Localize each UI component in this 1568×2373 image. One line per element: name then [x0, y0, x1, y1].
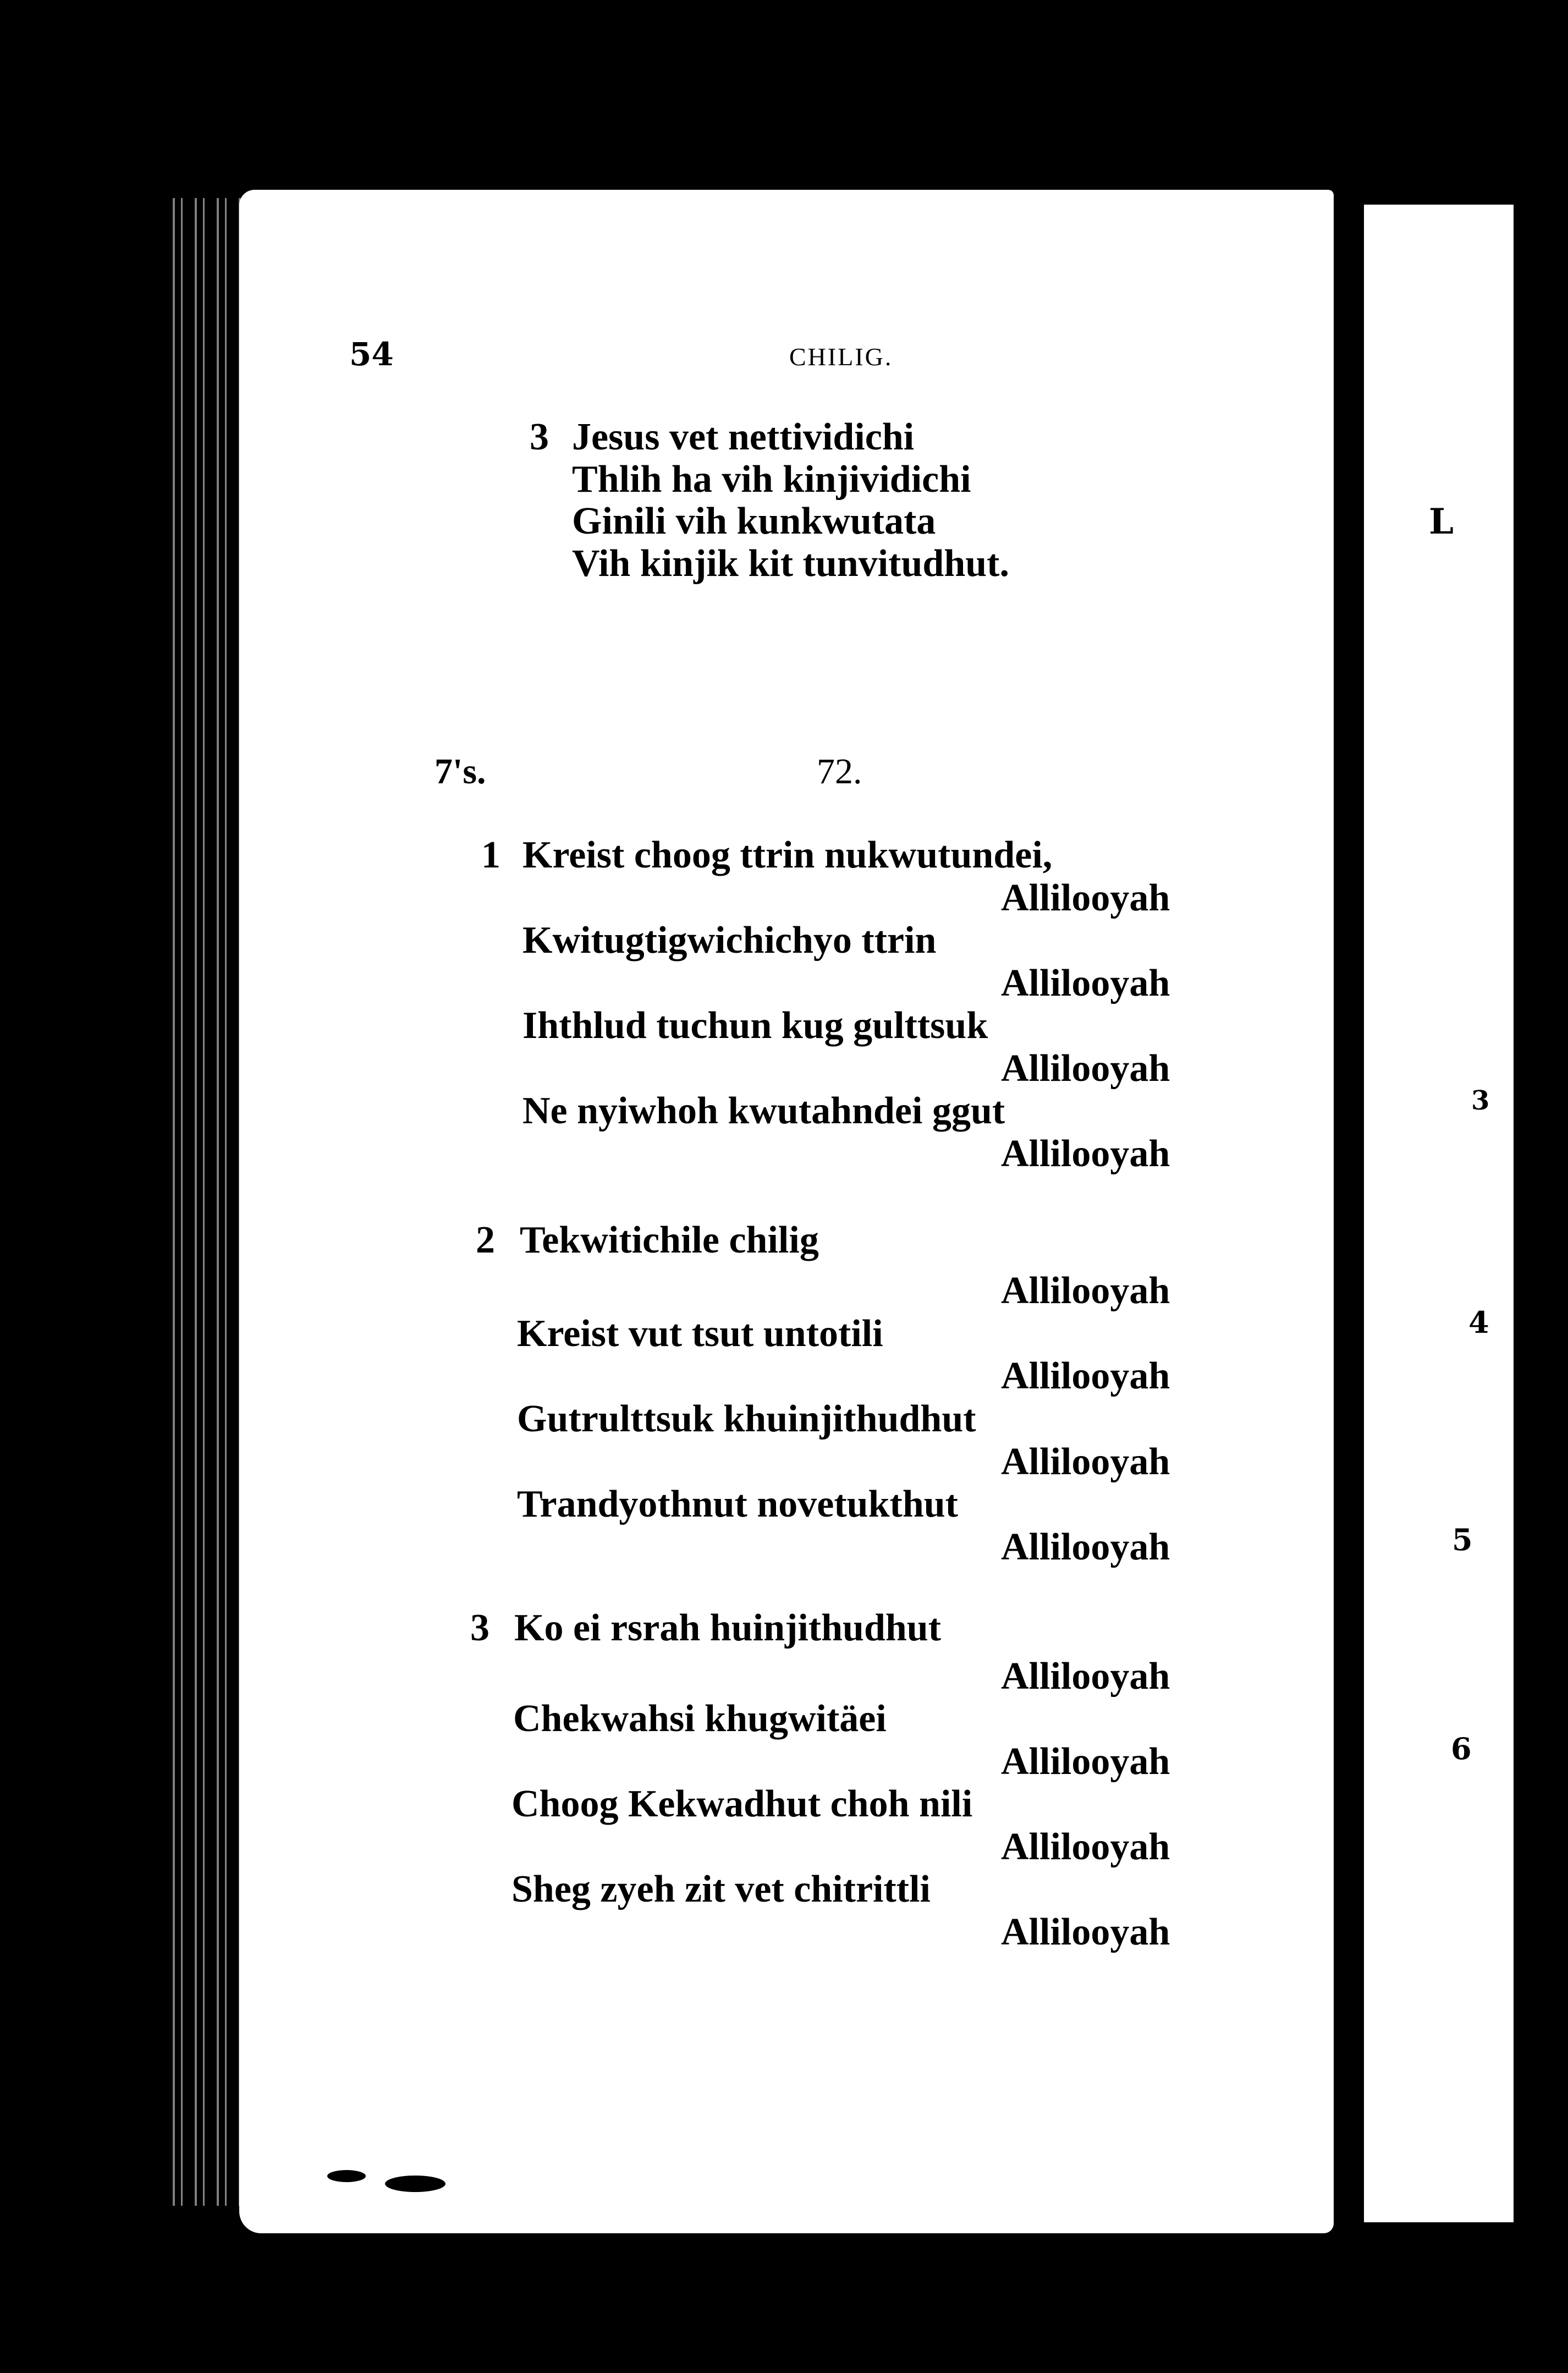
refrain-line: Allilooyah [1001, 1911, 1170, 1953]
adjacent-page-fragment: 6 [1451, 1731, 1472, 1766]
page-number: 54 [349, 336, 394, 373]
verse-line: Ginili vih kunkwutata [572, 500, 936, 542]
verse-line: Kreist choog ttrin nukwutundei, [522, 834, 1053, 876]
verse-line: Vih kinjik kit tunvitudhut. [572, 542, 1009, 585]
verse-number: 3 [470, 1607, 489, 1649]
refrain-line: Allilooyah [1001, 1826, 1170, 1868]
refrain-line: Allilooyah [1001, 877, 1170, 919]
verse-line: Tekwitichile chilig [520, 1219, 819, 1261]
adjacent-page-fragment: 3 [1471, 1085, 1490, 1116]
verse-line: Ko ei rsrah huinjithudhut [514, 1607, 942, 1649]
ink-smudge [327, 2170, 366, 2182]
book-page [239, 190, 1334, 2233]
verse-line: Trandyothnut novetukthut [517, 1483, 958, 1525]
book-spine-edge [168, 198, 245, 2206]
verse-line: Chekwahsi khugwitäei [513, 1698, 887, 1740]
verse-number: 1 [481, 834, 500, 876]
refrain-line: Allilooyah [1001, 962, 1170, 1004]
adjacent-page-fragment: 4 [1468, 1305, 1489, 1340]
verse-line: Ne nyiwhoh kwutahndei ggut [522, 1090, 1005, 1132]
verse-number: 2 [476, 1219, 495, 1261]
verse-line: Thlih ha vih kinjividichi [572, 458, 971, 501]
hymn-number: 72. [817, 751, 862, 792]
refrain-line: Allilooyah [1001, 1655, 1170, 1698]
hymn-meter: 7's. [434, 751, 486, 792]
adjacent-page-fragment: L [1429, 501, 1454, 542]
adjacent-page-fragment: 5 [1452, 1522, 1473, 1557]
running-head: CHILIG. [789, 343, 893, 371]
refrain-line: Allilooyah [1001, 1740, 1170, 1783]
refrain-line: Allilooyah [1001, 1441, 1170, 1483]
verse-line: Gutrulttsuk khuinjithudhut [517, 1398, 976, 1440]
verse-line: Kwitugtigwichichyo ttrin [522, 919, 937, 962]
verse-number: 3 [530, 416, 549, 458]
verse-line: Kreist vut tsut untotili [517, 1312, 883, 1355]
verse-line: Sheg zyeh zit vet chitrittli [511, 1868, 931, 1910]
refrain-line: Allilooyah [1001, 1047, 1170, 1090]
verse-line: Ihthlud tuchun kug gulttsuk [522, 1004, 988, 1047]
page-header [239, 336, 1334, 380]
verse-line: Jesus vet nettividichi [572, 416, 915, 458]
refrain-line: Allilooyah [1001, 1355, 1170, 1397]
verse-line: Choog Kekwadhut choh nili [511, 1783, 973, 1825]
adjacent-page-strip [1364, 205, 1514, 2222]
refrain-line: Allilooyah [1001, 1270, 1170, 1312]
refrain-line: Allilooyah [1001, 1526, 1170, 1568]
refrain-line: Allilooyah [1001, 1133, 1170, 1175]
ink-smudge [385, 2176, 445, 2192]
